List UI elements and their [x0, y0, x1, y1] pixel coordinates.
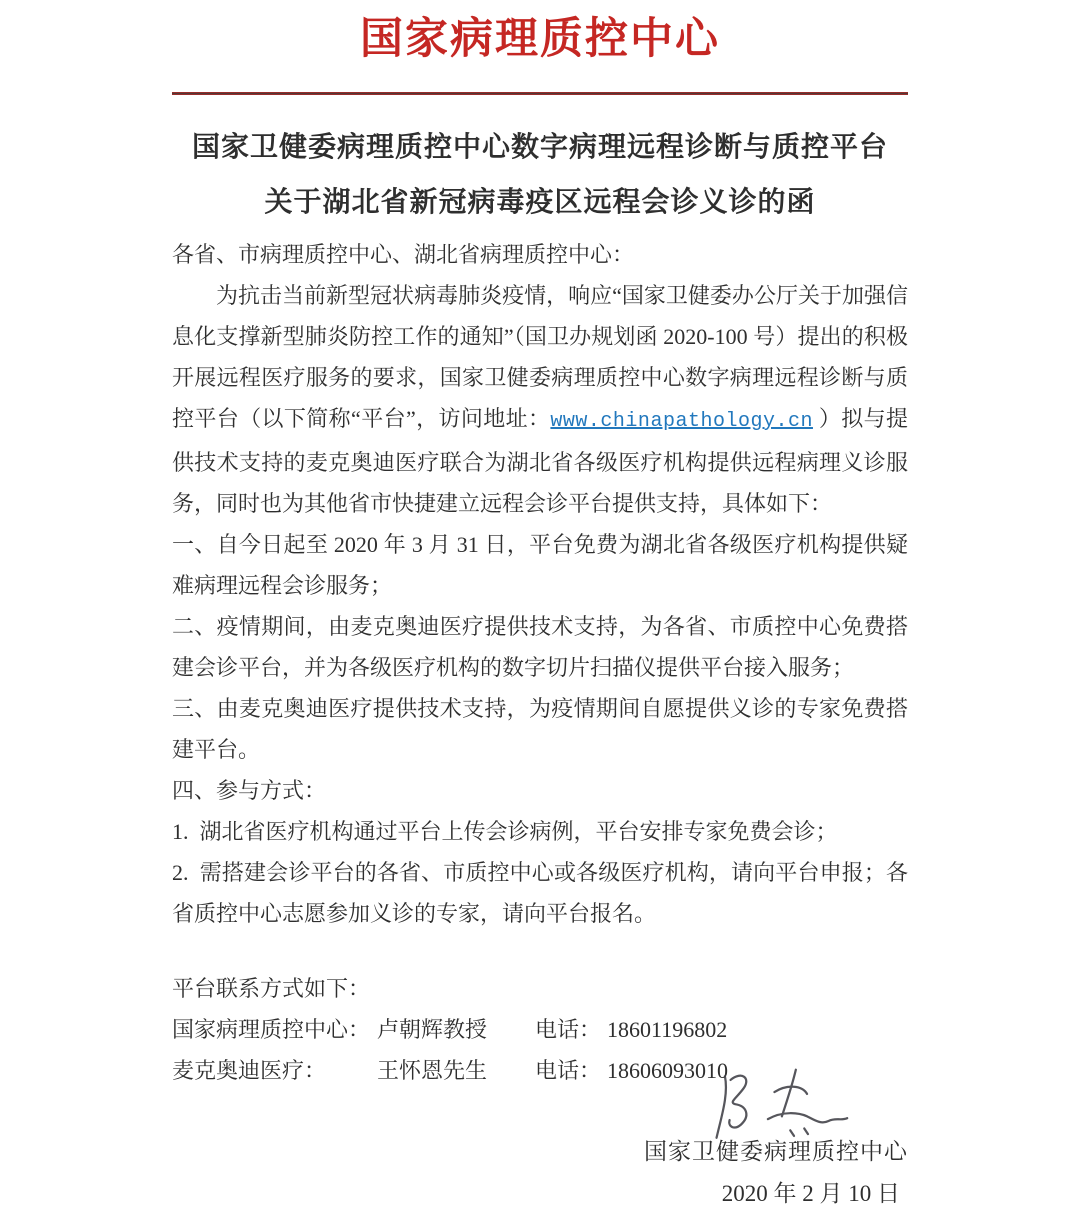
- contact-phone-number: 18601196802: [607, 1017, 728, 1042]
- contact-org-label: 麦克奥迪医疗：: [172, 1058, 327, 1083]
- contact-row-national-center: [172, 1009, 908, 1050]
- document-body: [172, 234, 908, 1091]
- contact-phone-label: 电话：: [535, 1017, 602, 1042]
- letterhead-title: 国家病理质控中心: [360, 16, 720, 63]
- platform-url-link[interactable]: www.chinapathology.cn: [550, 410, 813, 433]
- letterhead: [172, 14, 908, 95]
- letterhead-divider: [172, 92, 908, 95]
- list-item-4: 四、参与方式：: [172, 778, 327, 803]
- list-item-2: 二、疫情期间，由麦克奥迪医疗提供技术支持，为各省、市质控中心免费搭建会诊平台，并为各级医疗机构的数字切片扫描仪提供平台接入服务；: [172, 614, 908, 680]
- intro-text-after-link: ）拟与提供技术支持的麦克奥迪医疗联合为湖北省各级医疗机构提供远程病理义诊服务，同时也为其他省市快捷建立远程会诊平台提供支持，具体如下：: [172, 406, 908, 516]
- contact-person-name: 卢朝辉教授: [377, 1017, 488, 1042]
- contact-intro: 平台联系方式如下：: [172, 976, 371, 1001]
- signing-organization: 国家卫健委病理质控中心: [644, 1139, 908, 1164]
- list-item-6: 2. 需搭建会诊平台的各省、市质控中心或各级医疗机构，请向平台申报；各省质控中心志愿参加义诊的专家，请向平台报名。: [172, 860, 908, 926]
- handwritten-signature-icon: [710, 1063, 850, 1151]
- list-item-3: 三、由麦克奥迪医疗提供技术支持，为疫情期间自愿提供义诊的专家免费搭建平台。: [172, 696, 908, 762]
- contact-phone-label: 电话：: [535, 1058, 602, 1083]
- list-item-5: 1. 湖北省医疗机构通过平台上传会诊病例，平台安排专家免费会诊；: [172, 819, 838, 844]
- document-title-line1: 国家卫健委病理质控中心数字病理远程诊断与质控平台: [191, 132, 888, 163]
- list-item-1: 一、自今日起至 2020 年 3 月 31 日，平台免费为湖北省各级医疗机构提供疑难病理远程会诊服务；: [172, 532, 908, 598]
- signature-date: 2020 年 2 月 10 日: [721, 1181, 900, 1206]
- salutation-line: 各省、市病理质控中心、湖北省病理质控中心：: [172, 242, 635, 267]
- contact-person-name: 王怀恩先生: [377, 1058, 488, 1083]
- document-title-line2: 关于湖北省新冠病毒疫区远程会诊义诊的函: [264, 187, 816, 218]
- intro-paragraph: [172, 275, 908, 524]
- contact-phone-number: 18606093010: [607, 1058, 729, 1083]
- contact-org-label: 国家病理质控中心：: [172, 1017, 371, 1042]
- intro-text-before-link: 为抗击当前新型冠状病毒肺炎疫情，响应“国家卫健委办公厅关于加强信息化支撑新型肺炎防控工作的通知”（国卫办规划函 2020-100 号）提出的积极开展远程医疗服务的要求，国家卫健委病理质控中心数字病理远程诊断与质控平台（以下简称“平台”，访问地址：: [172, 283, 908, 431]
